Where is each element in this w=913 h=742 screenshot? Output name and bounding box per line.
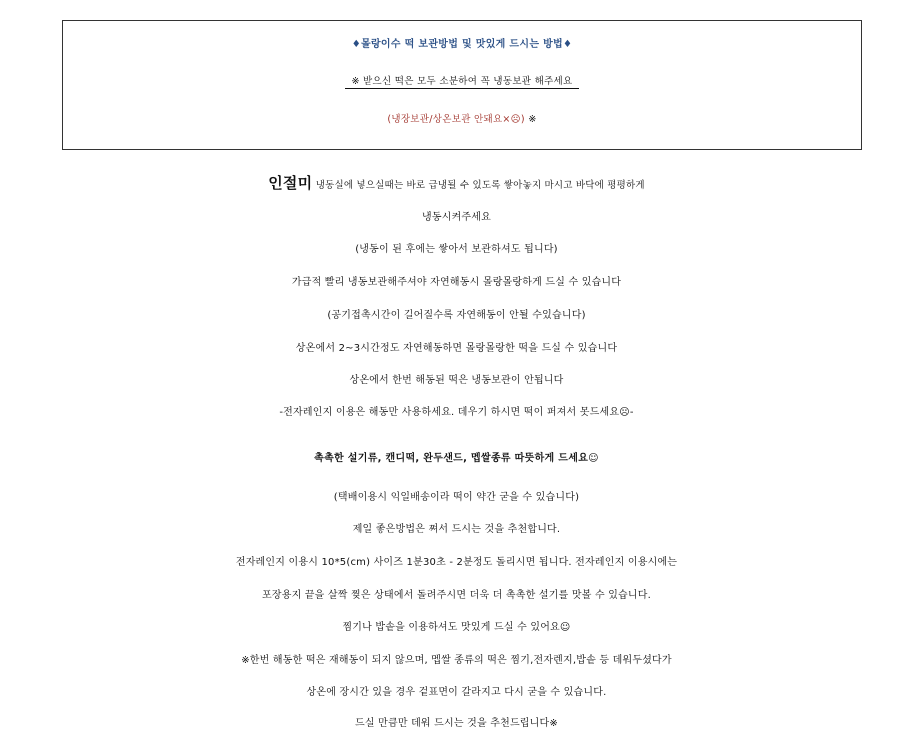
- warm-line-8: 드실 만큼만 데워 드시는 것을 추천드립니다※: [355, 718, 558, 729]
- injeolmi-title: 인절미: [268, 174, 313, 192]
- warm-line-2: 제일 좋은방법은 쪄서 드시는 것을 추천합니다.: [352, 524, 561, 535]
- storage-notice-box: [62, 20, 862, 150]
- storage-warning-text: (냉장보관/상온보관 안돼요×☹): [387, 114, 525, 125]
- injeolmi-text-1: 냉동실에 넣으실때는 바로 급냉될 수 있도록 쌓아놓지 마시고 바닥에 평평하게: [315, 180, 645, 191]
- warm-line-1: (택배이용시 익일배송이라 떡이 약간 굳을 수 있습니다): [333, 492, 580, 503]
- injeolmi-line-5: (공기접촉시간이 길어질수록 자연해동이 안될 수있습니다): [327, 310, 586, 321]
- warm-line-4: 포장용지 끝을 살짝 찢은 상태에서 돌려주시면 더욱 더 촉촉한 설기를 맛볼 수 있습니다.: [261, 590, 652, 601]
- warm-line-3: 전자레인지 이용시 10*5(cm) 사이즈 1분30초 - 2분정도 돌리시면 됩니다. 전자레인지 이용시에는: [235, 557, 678, 568]
- injeolmi-line-4: 가급적 빨리 냉동보관해주셔야 자연해동시 몰랑몰랑하게 드실 수 있습니다: [291, 277, 622, 288]
- notice-title: ♦몰랑이수 떡 보관방법 및 맛있게 드시는 방법♦: [351, 39, 573, 50]
- warm-section-title: 촉촉한 설기류, 캔디떡, 완두샌드, 멥쌀종류 따뜻하게 드세요☺: [314, 453, 599, 464]
- freeze-notice: [63, 73, 861, 87]
- injeolmi-line-7: 상온에서 한번 해동된 떡은 냉동보관이 안됩니다: [349, 375, 564, 386]
- injeolmi-line-3: (냉동이 된 후에는 쌓아서 보관하셔도 됩니다): [355, 244, 558, 255]
- freeze-notice-text: ※ 받으신 떡은 모두 소분하여 꼭 냉동보관 해주세요: [345, 76, 578, 89]
- injeolmi-line-1: [0, 172, 913, 193]
- storage-warning: [63, 111, 861, 125]
- injeolmi-line-8: -전자레인지 이용은 해동만 사용하세요. 데우기 하시면 떡이 퍼져서 못드세요☹-: [279, 407, 634, 418]
- storage-warning-mark: ※: [528, 114, 537, 125]
- injeolmi-line-2: 냉동시켜주세요: [421, 212, 492, 223]
- warm-line-5: 찜기나 밥솥을 이용하셔도 맛있게 드실 수 있어요☺: [342, 622, 571, 633]
- warm-line-6: ※한번 해동한 떡은 재해동이 되지 않으며, 멥쌀 종류의 떡은 찜기,전자렌지,밥솥 등 데워두셨다가: [241, 655, 672, 666]
- warm-line-7: 상온에 장시간 있을 경우 겉표면이 갈라지고 다시 굳을 수 있습니다.: [306, 687, 607, 698]
- injeolmi-line-6: 상온에서 2~3시간정도 자연해동하면 몰랑몰랑한 떡을 드실 수 있습니다: [295, 343, 618, 354]
